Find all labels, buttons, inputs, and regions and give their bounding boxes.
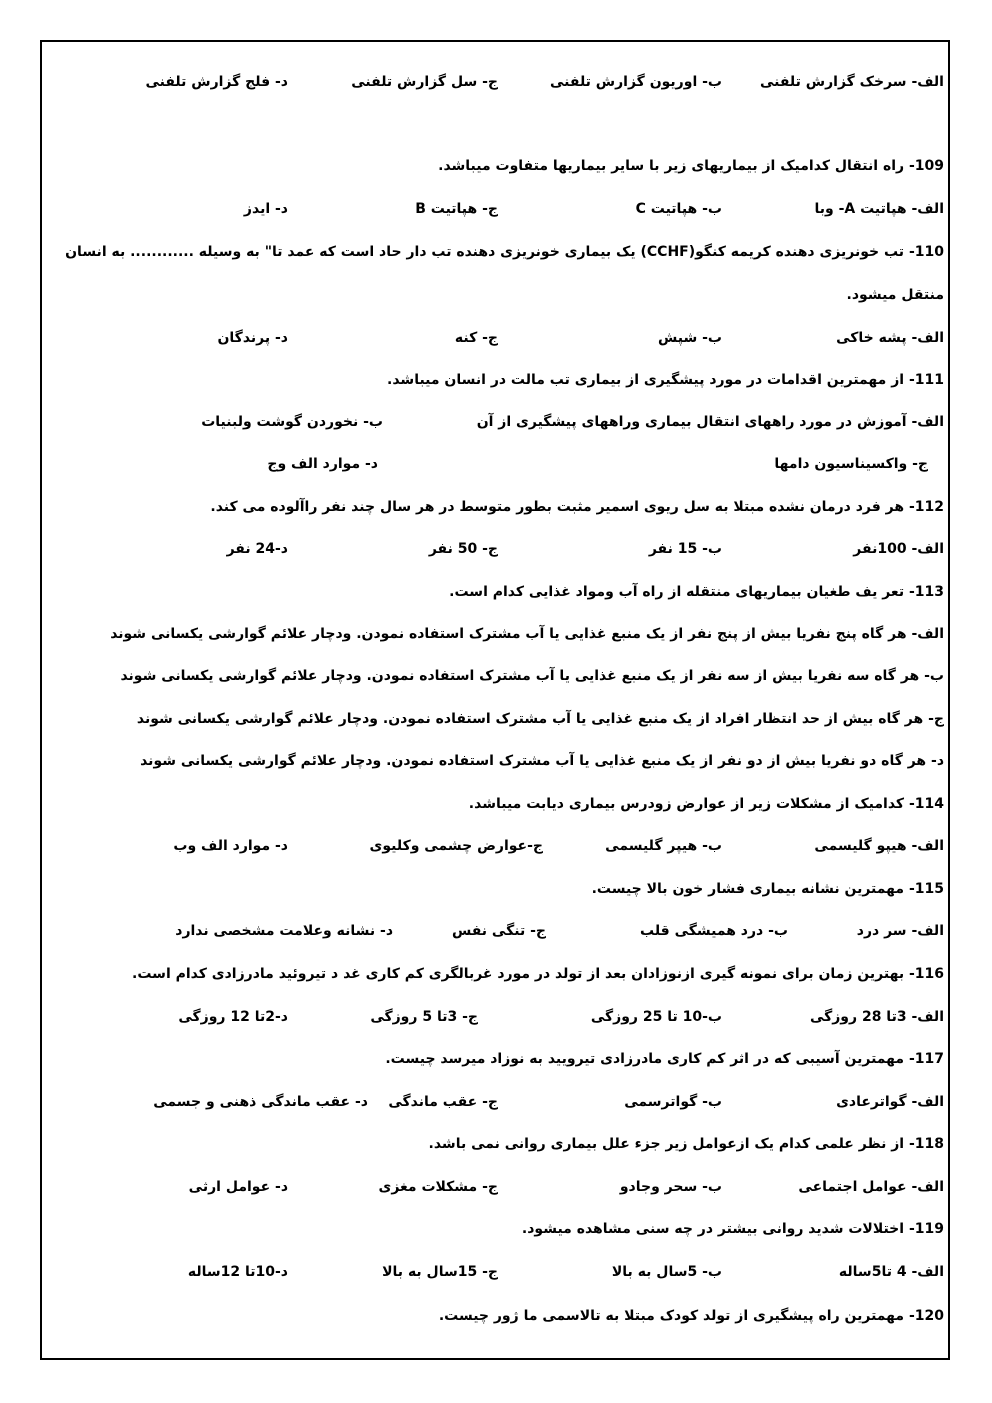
question-text: 120- مهمترین راه پیشگیری از تولد کودک مبتلا به تالاسمی ما ژور چیست.	[438, 1308, 944, 1324]
option-a: الف- 3تا 28 روزگی	[809, 1009, 944, 1025]
options-row	[42, 452, 948, 480]
question-110-continued	[42, 283, 948, 311]
options-row	[42, 70, 948, 98]
option-a: الف- پشه خاکی	[836, 330, 944, 346]
option-b: ب- نخوردن گوشت ولبنیات	[201, 414, 383, 430]
option-d: د- نشانه وعلامت مشخصی ندارد	[175, 923, 393, 939]
option-b: ب- هیپر گلیسمی	[605, 838, 722, 854]
option-a: الف- سرخک گزارش تلفنی	[759, 74, 944, 90]
option-b: ب- 5سال به بالا	[611, 1264, 722, 1280]
option-d: د- عقب ماندگی ذهنی و جسمی	[153, 1094, 368, 1110]
option-c: ج- 15سال به بالا	[382, 1264, 498, 1280]
question-text: 112- هر فرد درمان نشده مبتلا به سل ریوی اسمیر مثبت بطور متوسط در هر سال چند نفر راآلوده می کند.	[210, 499, 944, 515]
question-text: 119- اختلالات شدید روانی بیشتر در چه سنی مشاهده میشود.	[521, 1221, 944, 1237]
option-a: الف- 100نفر	[853, 541, 944, 557]
page-frame	[40, 40, 950, 1360]
options-row	[42, 834, 948, 862]
option-b: ب-10 تا 25 روزگی	[590, 1009, 722, 1025]
option-d: د-10تا 12ساله	[187, 1264, 288, 1280]
option-c: ج- واکسیناسیون دامها	[774, 456, 928, 472]
question-119	[42, 1217, 948, 1245]
options-row	[42, 197, 948, 225]
option-text: ج- هر گاه بیش از حد انتظار افراد از یک منبع غذایی یا آب مشترک استفاده نمودن. ودچار علائم گوارشی یکسانی شوند	[136, 711, 944, 727]
option-d: د- فلج گزارش تلفنی	[145, 74, 288, 90]
option-c: ج- مشکلات مغزی	[378, 1179, 498, 1195]
option-b	[42, 664, 948, 692]
question-text: منتقل میشود.	[846, 287, 944, 303]
question-text: 118- از نظر علمی کدام یک ازعوامل زیر جزء علل بیماری روانی نمی باشد.	[428, 1136, 944, 1152]
option-d	[42, 749, 948, 777]
option-a: الف- 4 تا5ساله	[838, 1264, 944, 1280]
options-row	[42, 1175, 948, 1203]
option-c: ج- 3تا 5 روزگی	[370, 1009, 478, 1025]
option-a: الف- سر درد	[856, 923, 944, 939]
option-c	[42, 707, 948, 735]
option-d: د- پرندگان	[217, 330, 288, 346]
option-a	[42, 622, 948, 650]
option-c: ج- 50 نفر	[428, 541, 498, 557]
options-row	[42, 537, 948, 565]
option-c: ج- عقب ماندگی	[388, 1094, 498, 1110]
option-b: ب- درد همیشگی قلب	[640, 923, 788, 939]
option-a: الف- هپاتیت A- وبا	[814, 201, 944, 217]
option-b: ب- شپش	[657, 330, 722, 346]
question-120	[42, 1304, 948, 1332]
option-text: ب- هر گاه سه نفریا بیش از سه نفر از یک منبع غذایی یا آب مشترک استفاده نمودن. ودچار علائم گوارشی یکسانی شوند	[120, 668, 944, 684]
question-text: 116- بهترین زمان برای نمونه گیری ازنوزادان بعد از تولد در مورد غربالگری کم کاری غد د تیروئید مادرزادی کدام است.	[132, 966, 944, 982]
option-b: ب- 15 نفر	[648, 541, 722, 557]
options-row	[42, 410, 948, 438]
option-d: د- موارد الف وج	[267, 456, 378, 472]
question-113	[42, 580, 948, 608]
options-row	[42, 326, 948, 354]
question-110	[42, 240, 948, 268]
option-d: د- عوامل ارثی	[188, 1179, 288, 1195]
question-118	[42, 1132, 948, 1160]
option-b: ب- اوریون گزارش تلفنی	[550, 74, 722, 90]
option-d: د- موارد الف وب	[173, 838, 288, 854]
option-a: الف- آموزش در مورد راههای انتقال بیماری وراههای پیشگیری از آن	[476, 414, 944, 430]
question-text: 109- راه انتقال کدامیک از بیماریهای زیر با سایر بیماریها متفاوت میباشد.	[438, 158, 944, 174]
options-row	[42, 1090, 948, 1118]
option-c: ج- کنه	[454, 330, 498, 346]
option-d: د-24 نفر	[226, 541, 288, 557]
options-row	[42, 1260, 948, 1288]
option-b: ب- گواترسمی	[624, 1094, 722, 1110]
question-115	[42, 877, 948, 905]
option-d: د- ایدز	[243, 201, 288, 217]
question-112	[42, 495, 948, 523]
option-c: ج- هپاتیت B	[415, 201, 498, 217]
question-text: 117- مهمترین آسیبی که در اثر کم کاری مادرزادی تیرویید به نوزاد میرسد چیست.	[385, 1051, 944, 1067]
option-b: ب- سحر وجادو	[619, 1179, 722, 1195]
option-a: الف- هیپو گلیسمی	[814, 838, 944, 854]
question-text: 111- از مهمترین اقدامات در مورد پیشگیری از بیماری تب مالت در انسان میباشد.	[387, 372, 944, 388]
option-text: الف- هر گاه پنج نفریا بیش از پنج نفر از یک منبع غذایی یا آب مشترک استفاده نمودن. ودچار علائم گوارشی یکسانی شوند	[110, 626, 944, 642]
option-text: د- هر گاه دو نفریا بیش از دو نفر از یک منبع غذایی یا آب مشترک استفاده نمودن. ودچار علائم گوارشی یکسانی شوند	[140, 753, 944, 769]
question-117	[42, 1047, 948, 1075]
option-c: ج- سل گزارش تلفنی	[351, 74, 498, 90]
option-a: الف- عوامل اجتماعی	[798, 1179, 944, 1195]
question-111	[42, 368, 948, 396]
question-text: 113- تعر یف طغیان بیماریهای منتقله از راه آب ومواد غذایی کدام است.	[449, 584, 944, 600]
question-text: 115- مهمترین نشانه بیماری فشار خون بالا چیست.	[591, 881, 944, 897]
options-row	[42, 1005, 948, 1033]
question-text: 114- کدامیک از مشکلات زیر از عوارض زودرس بیماری دیابت میباشد.	[468, 796, 944, 812]
option-a: الف- گواترعادی	[836, 1094, 944, 1110]
options-row	[42, 919, 948, 947]
question-116	[42, 962, 948, 990]
option-b: ب- هپاتیت C	[635, 201, 722, 217]
question-109	[42, 154, 948, 182]
question-114	[42, 792, 948, 820]
option-c: ج-عوارض چشمی وکلیوی	[369, 838, 543, 854]
question-text: 110- تب خونریزی دهنده کریمه کنگو(CCHF) یک بیماری خونریزی دهنده تب دار حاد است که عمد تا" به وسیله ............ به انسان	[65, 244, 944, 260]
option-c: ج- تنگی نفس	[451, 923, 546, 939]
option-d: د-2تا 12 روزگی	[178, 1009, 288, 1025]
